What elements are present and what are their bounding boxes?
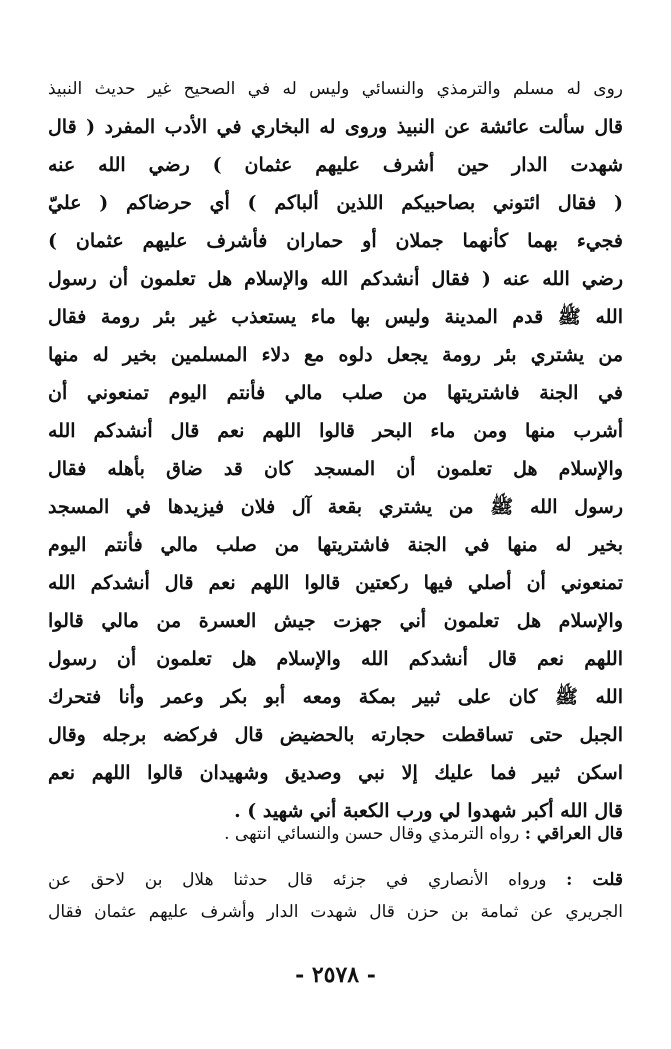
- text-line-6: رضي الله عنه ( فقال أنشدكم الله والإسلام هل تعلمون أن رسول: [48, 268, 623, 290]
- text-line-13: بخير له منها في الجنة فاشتريتها من صلب مالي فأنتم اليوم: [48, 534, 623, 556]
- text-line-18: الجبل حتى تساقطت حجارته بالحضيض قال فركضه برجله وقال: [48, 724, 623, 746]
- iraqi-note-line: [48, 818, 623, 850]
- text-line-7: الله ﷺ قدم المدينة وليس بها ماء يستعذب غير بئر رومة فقال: [48, 306, 623, 328]
- text-line-20: قال الله أكبر شهدوا لي ورب الكعبة أني شهيد ) .: [234, 800, 623, 822]
- text-line-8: من يشتري بئر رومة يجعل دلوه مع دلاء المسلمين بخير له منها: [48, 344, 623, 366]
- text-line-3: شهدت الدار حين أشرف عليهم عثمان ) رضي الله عنه: [48, 154, 623, 176]
- iraqi-note-label: قال العراقي :: [524, 824, 623, 844]
- qultu-note-label: قلت :: [566, 870, 623, 890]
- text-line-5: فجيء بهما كأنهما جملان أو حماران فأشرف عليهم عثمان ): [48, 230, 623, 252]
- text-line-1: روى له مسلم والترمذي والنسائي وليس له في الصحيح غير حديث النبيذ: [48, 79, 623, 99]
- text-line-2: قال سألت عائشة عن النبيذ وروى له البخاري في الأدب المفرد ( قال: [48, 116, 623, 138]
- text-line-4: ( فقال ائتوني بصاحبيكم اللذين ألباكم ) أي حرضاكم ( عليّ: [48, 192, 623, 214]
- qultu-note-text: ورواه الأنصاري في جزئه قال حدثنا هلال بن لاحق عن: [48, 870, 547, 890]
- text-line-15: والإسلام هل تعلمون أني جهزت جيش العسرة من مالي قالوا: [48, 610, 623, 632]
- qultu-note-line: [48, 864, 623, 896]
- text-line-11: والإسلام هل تعلمون أن المسجد كان قد ضاق بأهله فقال: [48, 458, 623, 480]
- text-line-19: اسكن ثبير فما عليك إلا نبي وصديق وشهيدان قالوا اللهم نعم: [48, 762, 623, 784]
- notes-last-line: الجريري عن ثمامة بن حزن قال شهدت الدار وأشرف عليهم عثمان فقال: [48, 902, 623, 922]
- iraqi-note-text: رواه الترمذي وقال حسن والنسائي انتهى .: [224, 824, 520, 844]
- notes-block: [48, 818, 623, 928]
- text-line-17: الله ﷺ كان على ثبير بمكة ومعه أبو بكر وعمر وأنا فتحرك: [48, 686, 623, 708]
- text-line-16: اللهم نعم قال أنشدكم الله والإسلام هل تعلمون أن رسول: [48, 648, 623, 670]
- text-line-9: في الجنة فاشتريتها من صلب مالي فأنتم اليوم تمنعوني أن: [48, 382, 623, 404]
- text-line-10: أشرب منها ومن ماء البحر قالوا اللهم نعم قال أنشدكم الله: [48, 420, 623, 442]
- text-line-14: تمنعوني أن أصلي فيها ركعتين قالوا اللهم نعم قال أنشدكم الله: [48, 572, 623, 594]
- page-number: - ٢٥٧٨ -: [295, 962, 376, 988]
- main-text-block: [48, 70, 623, 830]
- text-line-12: رسول الله ﷺ من يشتري بقعة آل فلان فيزيدها في المسجد: [48, 496, 623, 518]
